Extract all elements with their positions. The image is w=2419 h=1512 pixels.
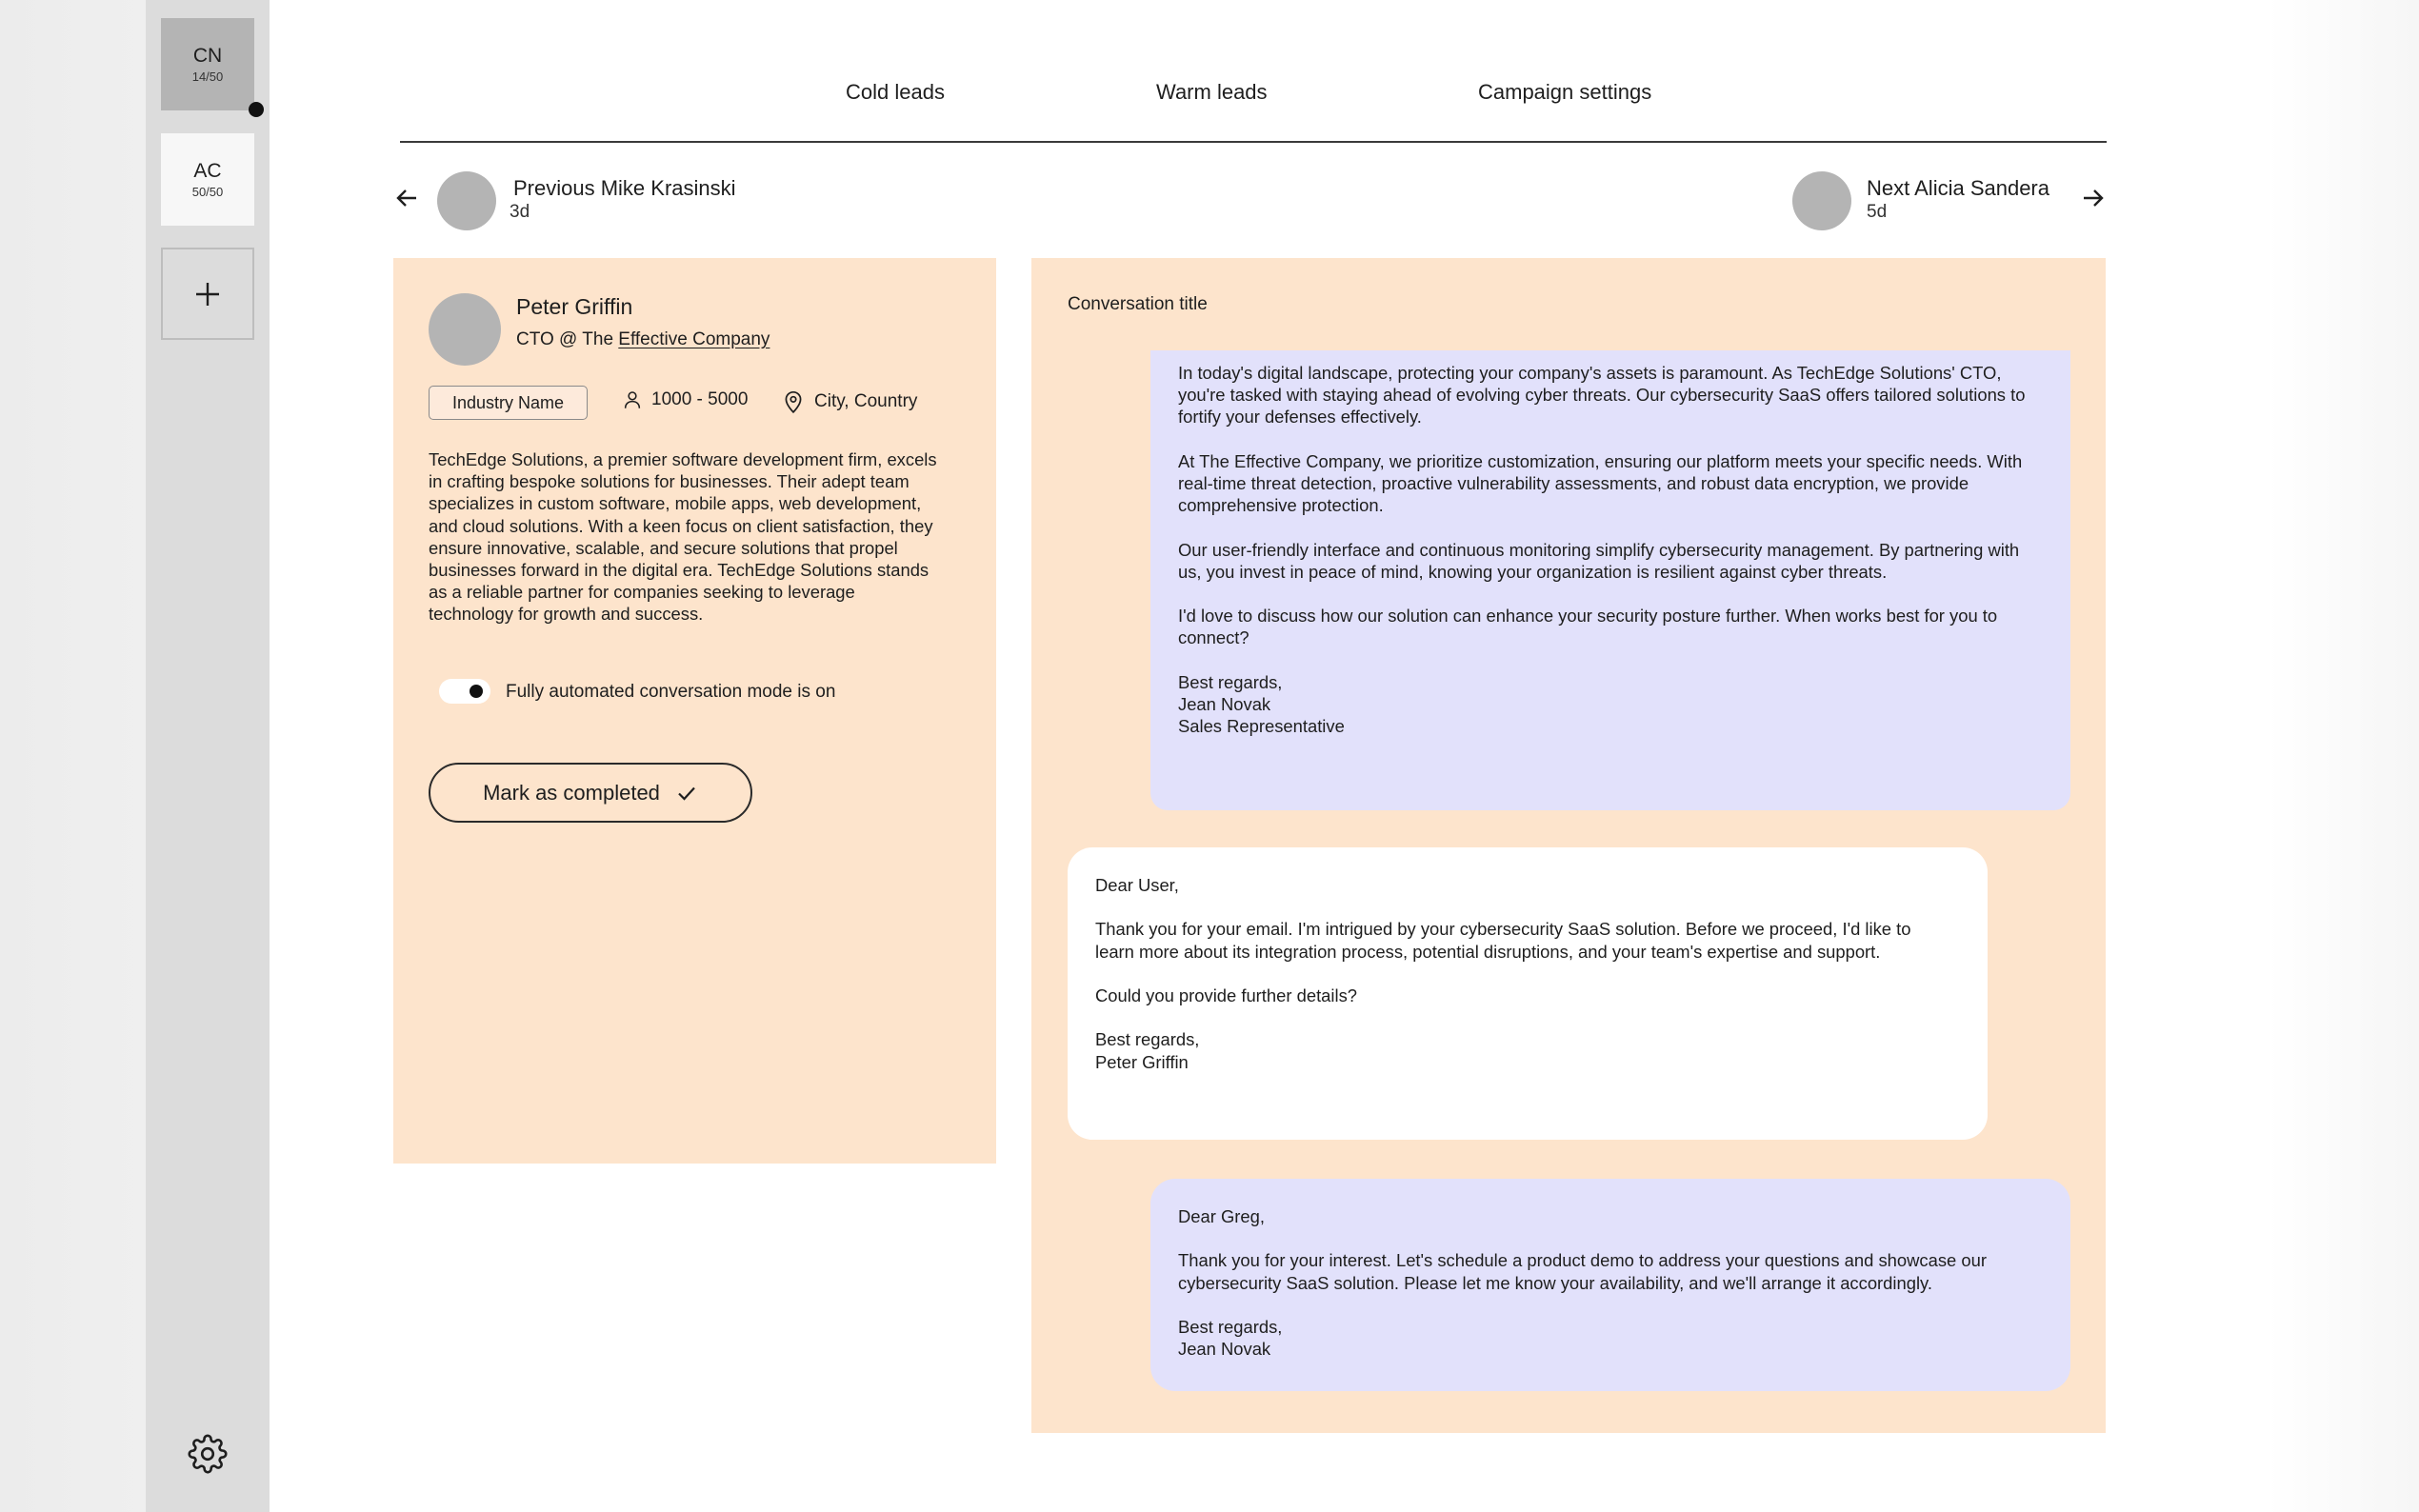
map-pin-icon xyxy=(781,389,806,414)
next-lead-age: 5d xyxy=(1867,202,1888,222)
message-paragraph: Thank you for your interest. Let's schedule a product demo to address your questions and showcase our cybersecurity SaaS solution. Please let me know your availability, and we'll arrange it accordingly. xyxy=(1178,1250,1987,1293)
workspace-count: 14/50 xyxy=(191,69,224,84)
workspace-rail xyxy=(146,0,270,1512)
message-outgoing xyxy=(1150,350,2070,810)
workspace-ac[interactable] xyxy=(161,133,254,226)
message-paragraph: Could you provide further details? xyxy=(1095,985,1357,1005)
message-signature: Best regards, Jean Novak xyxy=(1178,1316,1283,1360)
tab-cold-leads[interactable]: Cold leads xyxy=(846,80,945,104)
tab-campaign-settings[interactable]: Campaign settings xyxy=(1478,80,1652,104)
workspace-initials: CN xyxy=(192,45,223,68)
message-paragraph: Dear Greg, xyxy=(1178,1206,1265,1226)
toggle-knob xyxy=(470,685,483,698)
lead-name: Peter Griffin xyxy=(516,294,633,319)
mark-as-completed-button[interactable] xyxy=(429,763,752,823)
industry-tag: Industry Name xyxy=(429,386,588,420)
company-size-value: 1000 - 5000 xyxy=(651,389,749,409)
next-lead-avatar[interactable] xyxy=(1792,171,1851,230)
automation-toggle-label: Fully automated conversation mode is on xyxy=(506,682,836,702)
active-indicator-dot xyxy=(249,102,264,117)
previous-lead-avatar[interactable] xyxy=(437,171,496,230)
plus-icon xyxy=(193,280,222,308)
lead-profile-card xyxy=(393,258,996,1164)
company-description: TechEdge Solutions, a premier software development firm, excels in crafting bespoke solutions for businesses. Their adept team specializes in custom software, mobile apps, web development, and cloud solutions. With a keen focus on client satisfaction, they ensure innovative, scalable, and secure solutions that propel businesses forward in the digital era. TechEdge Solutions stands as a reliable partner for companies seeking to leverage technology for growth and success. xyxy=(429,449,937,625)
lead-title xyxy=(516,329,770,350)
message-paragraph: Our user-friendly interface and continuous monitoring simplify cybersecurity management. By partnering with us, you invest in peace of mind, knowing your organization is resilient against cyber threats. xyxy=(1178,539,2020,582)
lead-tabs xyxy=(400,0,2107,143)
checkmark-icon xyxy=(675,782,698,805)
conversation-title: Conversation title xyxy=(1068,294,1208,314)
automation-toggle[interactable] xyxy=(439,679,490,704)
company-link[interactable]: Effective Company xyxy=(618,329,770,349)
message-paragraph: I'd love to discuss how our solution can enhance your security posture further. When works best for you to connect? xyxy=(1178,606,1998,648)
next-lead-link[interactable]: Next Alicia Sandera xyxy=(1867,176,2049,200)
person-icon xyxy=(622,389,643,410)
workspace-count: 50/50 xyxy=(191,184,224,199)
message-signature: Best regards, Jean Novak Sales Representative xyxy=(1178,671,1345,737)
arrow-left-icon[interactable] xyxy=(393,185,420,211)
avatar xyxy=(429,293,501,366)
workspace-initials: AC xyxy=(193,160,222,183)
message-incoming xyxy=(1068,847,1988,1140)
message-paragraph: At The Effective Company, we prioritize customization, ensuring our platform meets your specific needs. With real-time threat detection, proactive vulnerability assessments, and robust data encryption, we provide comprehensive protection. xyxy=(1178,450,2023,516)
message-paragraph: In today's digital landscape, protecting your company's assets is paramount. As TechEdge Solutions' CTO, you're tasked with staying ahead of evolving cyber threats. Our cybersecurity SaaS offers tailored solutions to fortify your defenses effectively. xyxy=(1178,363,2026,428)
message-paragraph: Dear User, xyxy=(1095,875,1179,895)
previous-lead-age: 3d xyxy=(510,202,530,222)
company-location xyxy=(781,389,917,414)
tab-warm-leads[interactable]: Warm leads xyxy=(1156,80,1268,104)
message-outgoing xyxy=(1150,1179,2070,1391)
company-location-value: City, Country xyxy=(814,391,918,411)
add-workspace-button[interactable] xyxy=(161,248,254,340)
message-paragraph: Thank you for your email. I'm intrigued by your cybersecurity SaaS solution. Before we proceed, I'd like to learn more about its integration process, potential disruptions, and your team's expertise and support. xyxy=(1095,919,1911,962)
arrow-right-icon[interactable] xyxy=(2080,185,2107,211)
message-signature: Best regards, Peter Griffin xyxy=(1095,1029,1200,1072)
lead-role: CTO @ The xyxy=(516,329,619,349)
conversation-panel xyxy=(1031,258,2106,1433)
company-size xyxy=(622,389,748,410)
settings-button[interactable] xyxy=(188,1434,228,1474)
workspace-cn[interactable] xyxy=(161,18,254,110)
mark-as-completed-label: Mark as completed xyxy=(483,780,660,805)
gear-icon xyxy=(188,1434,228,1474)
previous-lead-link[interactable]: Previous Mike Krasinski xyxy=(513,176,736,200)
